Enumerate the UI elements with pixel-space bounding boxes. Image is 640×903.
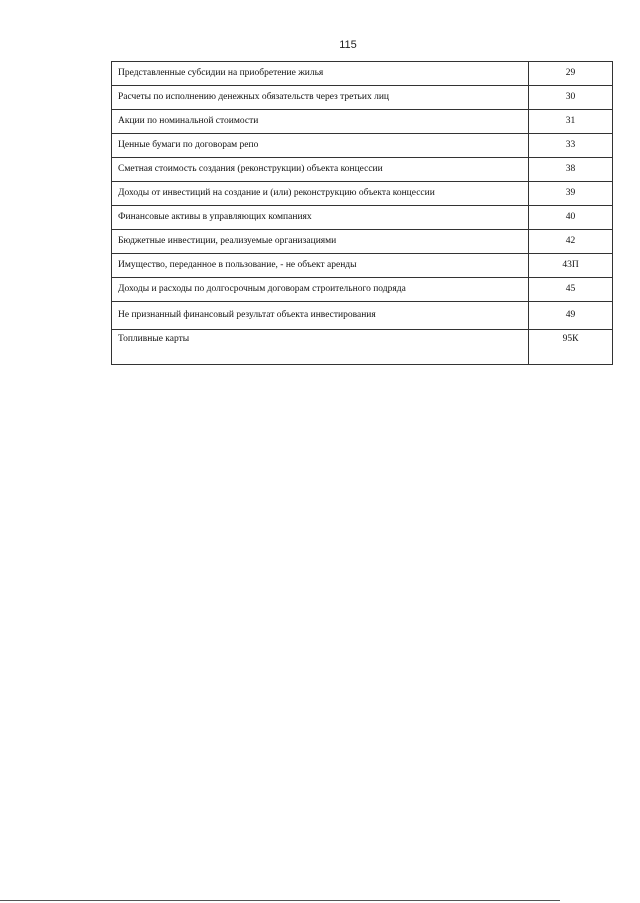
table-row: [112, 302, 613, 330]
table-row: [112, 110, 613, 134]
row-code: 29: [529, 62, 613, 86]
row-name: Финансовые активы в управляющих компаниях: [112, 206, 529, 230]
row-name: Доходы от инвестиций на создание и (или) реконструкцию объекта концессии: [112, 182, 529, 206]
row-name: Расчеты по исполнению денежных обязательств через третьих лиц: [112, 86, 529, 110]
row-name: Акции по номинальной стоимости: [112, 110, 529, 134]
off-balance-accounts-table: [111, 61, 613, 365]
row-code: 30: [529, 86, 613, 110]
page-number: 115: [339, 39, 357, 51]
row-name: Не признанный финансовый результат объекта инвестирования: [112, 302, 529, 330]
row-code: 45: [529, 278, 613, 302]
row-name: Представленные субсидии на приобретение жилья: [112, 62, 529, 86]
row-code: 38: [529, 158, 613, 182]
table-row: [112, 278, 613, 302]
footer-divider: [0, 900, 560, 901]
row-code: 33: [529, 134, 613, 158]
table-row: [112, 206, 613, 230]
row-code: 40: [529, 206, 613, 230]
row-code: 49: [529, 302, 613, 330]
row-code: 31: [529, 110, 613, 134]
table-row: [112, 254, 613, 278]
row-name: Имущество, переданное в пользование, - не объект аренды: [112, 254, 529, 278]
row-name: Доходы и расходы по долгосрочным договорам строительного подряда: [112, 278, 529, 302]
table-row: [112, 230, 613, 254]
row-name: Сметная стоимость создания (реконструкции) объекта концессии: [112, 158, 529, 182]
table-row: [112, 182, 613, 206]
row-code: 95К: [529, 330, 613, 365]
row-name: Топливные карты: [112, 330, 529, 365]
row-code: 43П: [529, 254, 613, 278]
row-code: 42: [529, 230, 613, 254]
row-name: Бюджетные инвестиции, реализуемые организациями: [112, 230, 529, 254]
table-row: [112, 158, 613, 182]
table-row: [112, 134, 613, 158]
row-name: Ценные бумаги по договорам репо: [112, 134, 529, 158]
row-code: 39: [529, 182, 613, 206]
table-row: [112, 86, 613, 110]
table-row: [112, 330, 613, 365]
table-row: [112, 62, 613, 86]
